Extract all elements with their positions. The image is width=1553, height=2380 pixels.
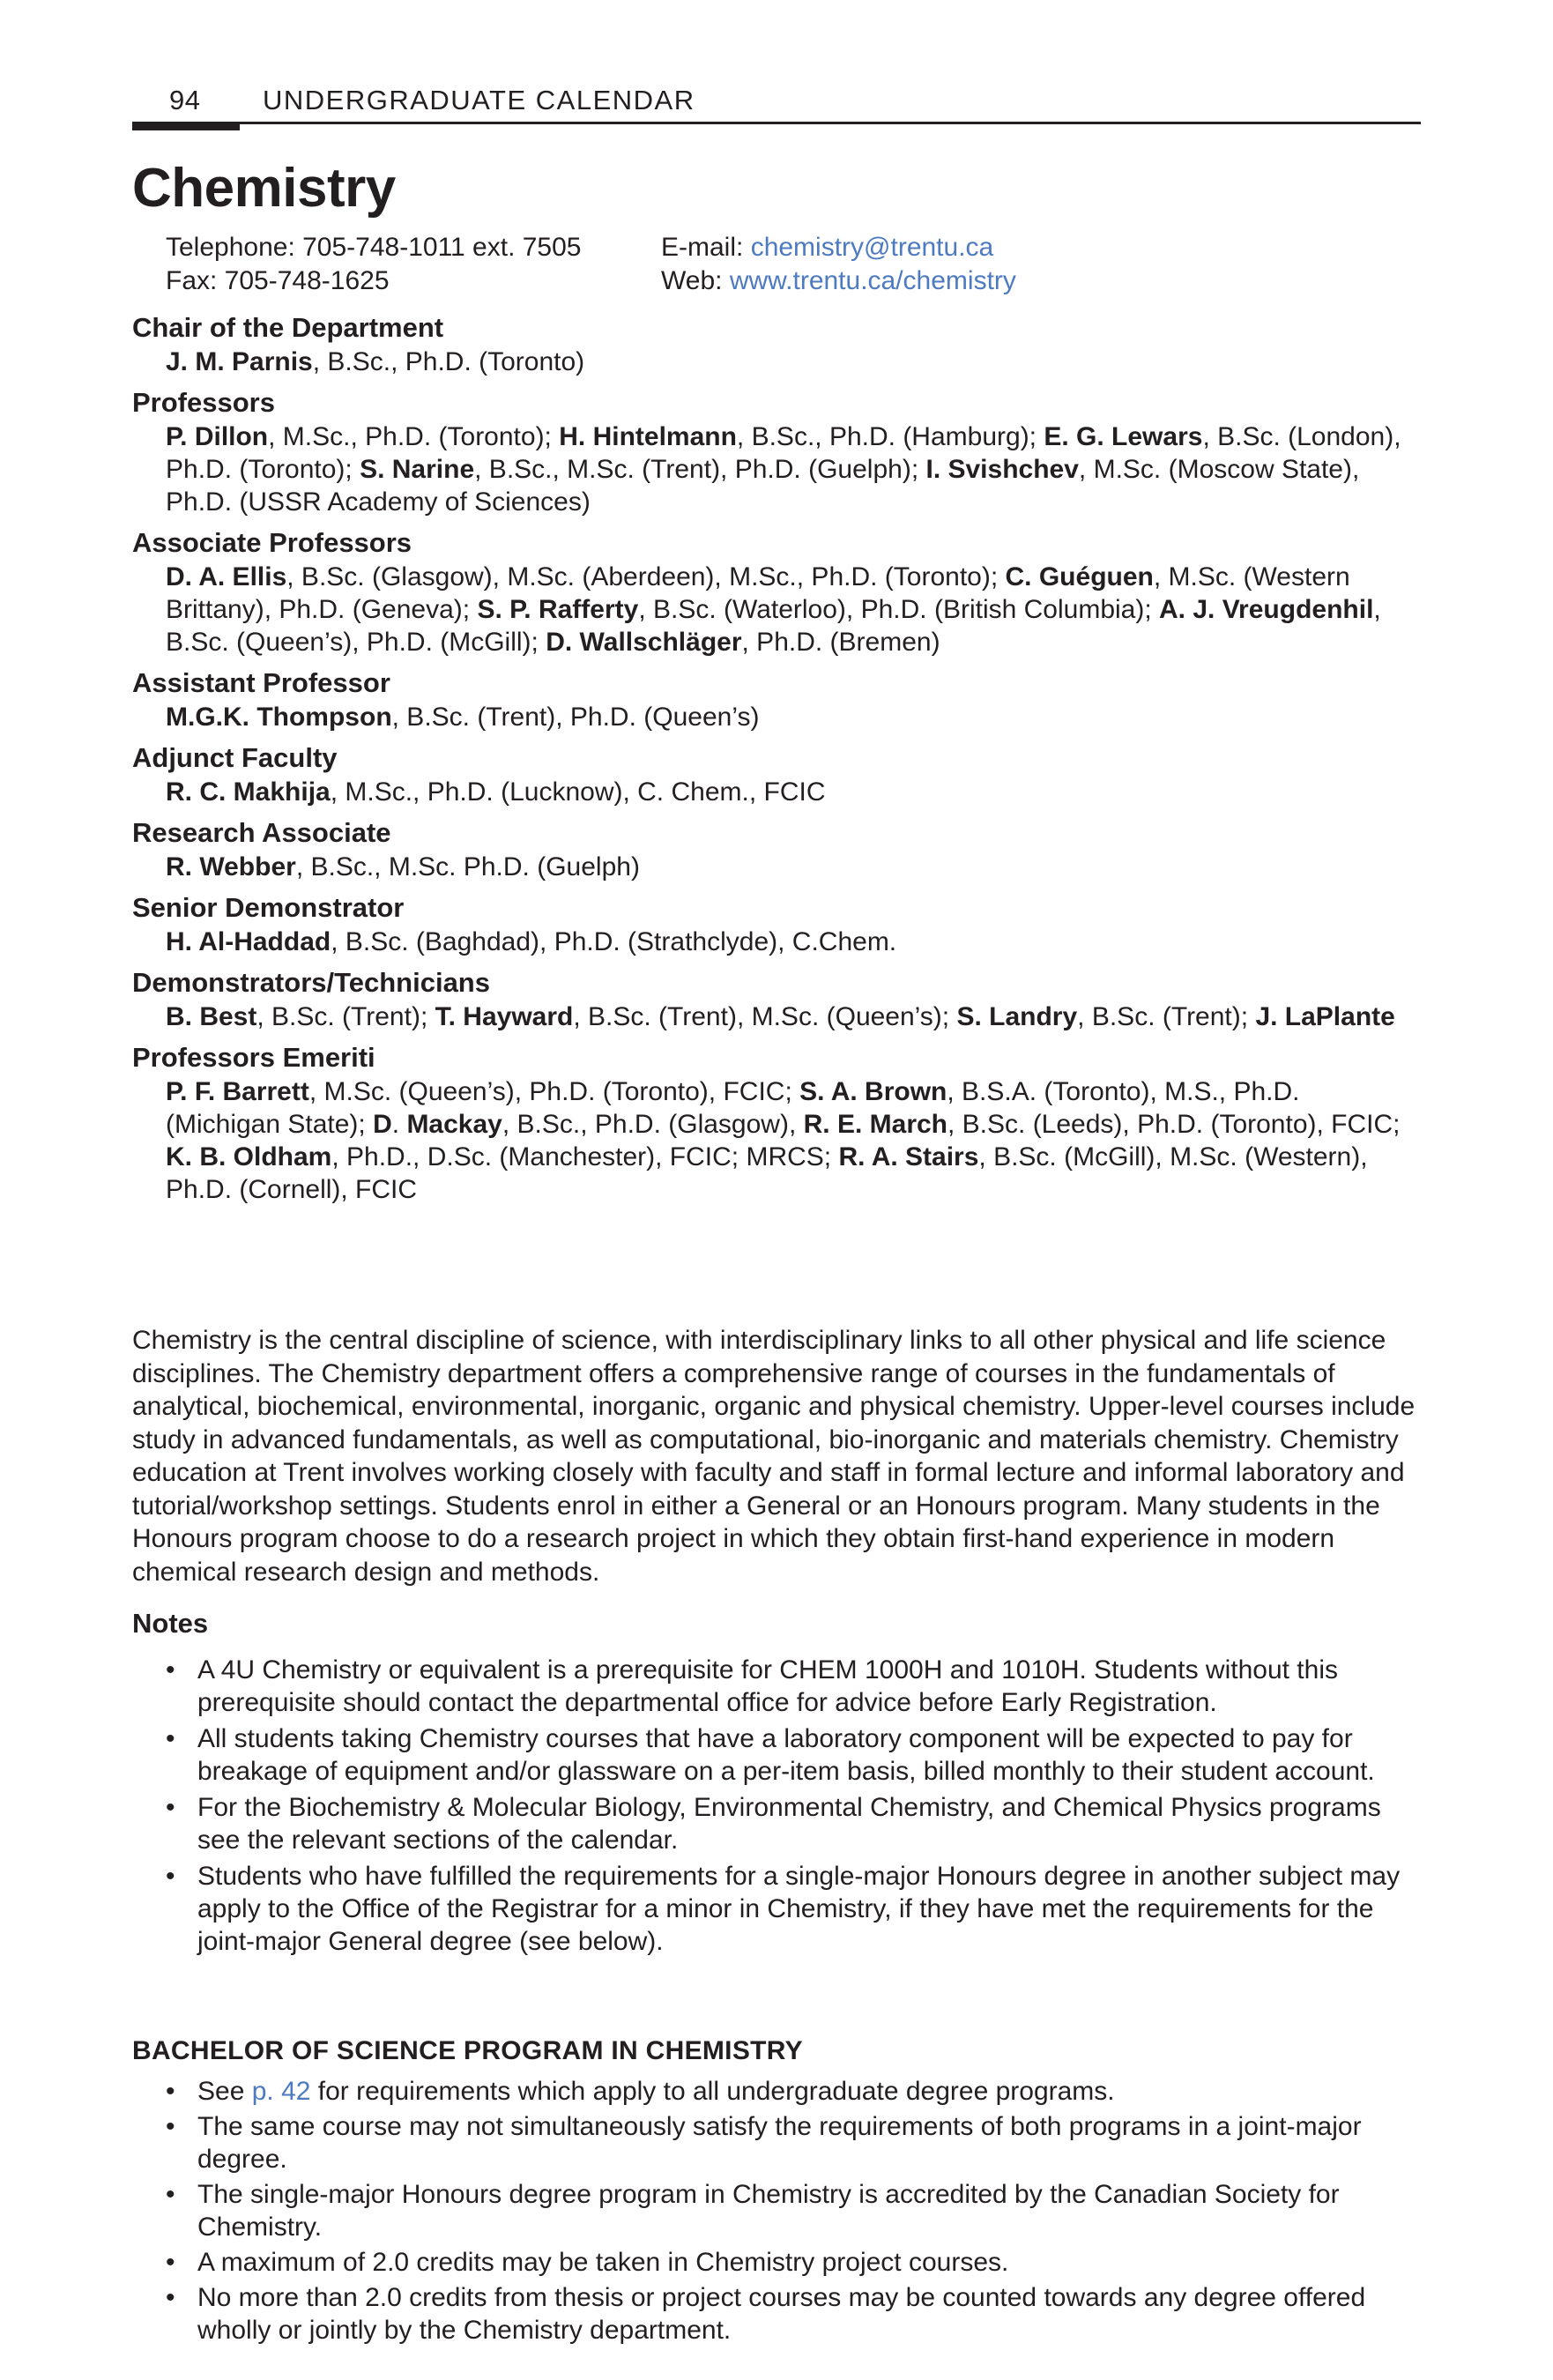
calendar-page <box>132 79 1421 2345</box>
fax: Fax: 705-748-1625 <box>166 266 390 295</box>
bullet-icon: • <box>166 2077 175 2106</box>
faculty-credentials: , B.Sc. (Trent); <box>1077 1002 1256 1031</box>
faculty-credentials: , B.Sc. (Leeds), Ph.D. (Toronto), FCIC; <box>947 1110 1401 1139</box>
faculty-group-heading: Professors Emeriti <box>132 1042 375 1073</box>
faculty-group <box>132 525 1421 658</box>
faculty-name: S. Narine <box>360 455 475 484</box>
faculty-name: R. C. Makhija <box>166 777 331 807</box>
faculty-credentials: , B.Sc., Ph.D. (Glasgow), <box>502 1110 804 1139</box>
faculty-credentials: , B.Sc. (Waterloo), Ph.D. (British Columbia); <box>638 595 1160 624</box>
faculty-name: Mackay <box>406 1110 502 1139</box>
faculty-group-members <box>132 561 1421 658</box>
faculty-credentials: , B.Sc. (London), Ph.D. (Toronto); <box>166 422 1401 484</box>
contact-info <box>166 231 1400 298</box>
faculty-group-heading: Research Associate <box>132 817 391 848</box>
faculty-name: K. B. Oldham <box>166 1142 332 1171</box>
item-text: The single-major Honours degree program in Chemistry is accredited by the Canadian Society for Chemistry. <box>197 2180 1340 2242</box>
faculty-group-heading: Adjunct Faculty <box>132 742 338 773</box>
list-item <box>132 2281 1421 2347</box>
list-item <box>132 2110 1421 2175</box>
faculty-group-members <box>132 1000 1421 1033</box>
faculty-name: S. A. Brown <box>799 1077 947 1106</box>
list-item <box>132 2178 1421 2243</box>
running-header <box>132 79 1421 122</box>
faculty-name: R. Webber <box>166 852 296 881</box>
item-text: For the Biochemistry & Molecular Biology, Environmental Chemistry, and Chemical Physics programs see the relevant sections of the calendar. <box>197 1793 1381 1855</box>
web-link[interactable]: www.trentu.ca/chemistry <box>729 266 1016 295</box>
telephone: Telephone: 705-748-1011 ext. 7505 <box>166 233 582 262</box>
page-number: 94 <box>169 85 201 115</box>
faculty-name: S. P. Rafferty <box>477 595 639 624</box>
faculty-name: B. Best <box>166 1002 257 1031</box>
faculty-group-members <box>132 701 1421 733</box>
bullet-icon: • <box>166 2283 175 2312</box>
faculty-name: H. Hintelmann <box>559 422 737 451</box>
faculty-name: H. Al-Haddad <box>166 927 331 956</box>
faculty-credentials: , B.Sc. (Glasgow), M.Sc. (Aberdeen), M.Sc., Ph.D. (Toronto); <box>286 562 1006 591</box>
notes-list <box>132 1654 1421 1958</box>
faculty-group <box>132 1040 1421 1206</box>
faculty-group-heading: Chair of the Department <box>132 312 444 343</box>
faculty-credentials: , M.Sc. (Western Brittany), Ph.D. (Geneva); <box>166 562 1350 624</box>
faculty-credentials: , B.Sc., M.Sc. Ph.D. (Guelph) <box>295 852 640 881</box>
faculty-name: P. F. Barrett <box>166 1077 309 1106</box>
bullet-icon: • <box>166 1793 175 1822</box>
bsc-section <box>132 2075 1421 2349</box>
faculty-credentials: , Ph.D. (Bremen) <box>741 628 940 657</box>
faculty-group-members <box>132 926 1421 958</box>
faculty-credentials: , B.Sc., Ph.D. (Toronto) <box>312 347 585 376</box>
faculty-group-members <box>132 346 1421 378</box>
faculty-name: C. Guéguen <box>1005 562 1154 591</box>
faculty-credentials: , B.Sc. (Queen’s), Ph.D. (McGill); <box>166 595 1381 657</box>
faculty-name: E. G. Lewars <box>1044 422 1203 451</box>
email-label: E-mail: <box>661 233 751 262</box>
faculty-group-members <box>132 420 1421 518</box>
faculty-name: I. Svishchev <box>925 455 1079 484</box>
faculty-group <box>132 965 1421 1033</box>
faculty-group-heading: Senior Demonstrator <box>132 892 405 923</box>
faculty-credentials: , Ph.D., D.Sc. (Manchester), FCIC; MRCS; <box>331 1142 839 1171</box>
running-title: UNDERGRADUATE CALENDAR <box>263 85 695 115</box>
faculty-name: J. LaPlante <box>1255 1002 1395 1031</box>
item-text: A 4U Chemistry or equivalent is a prerequisite for CHEM 1000H and 1010H. Students without this prerequisite should contact the departmental office for advice before Early Registration. <box>197 1655 1338 1717</box>
faculty-name: M.G.K. Thompson <box>166 703 392 732</box>
header-rule-accent <box>132 122 240 130</box>
web-line <box>661 264 1016 298</box>
department-title: Chemistry <box>132 158 396 219</box>
faculty-name: S. Landry <box>956 1002 1078 1031</box>
intro-paragraph: Chemistry is the central discipline of science, with interdisciplinary links to all other physical and life science disciplines. The Chemistry department offers a comprehensive range of courses in the fundamentals of analytical, biochemical, environmental, inorganic, organic and physical chemistry. Upper-level courses include study in advanced fundamentals, as well as computational, bio-inorganic and materials chemistry. Chemistry education at Trent involves working closely with faculty and staff in formal lecture and informal laboratory and tutorial/workshop settings. Students enrol in either a General or an Honours program. Many students in the Honours program choose to do a research project in which they obtain first-hand experience in modern chemical research design and methods. <box>132 1326 1416 1587</box>
notes-section <box>132 1654 1421 1961</box>
bullet-icon: • <box>166 1724 175 1753</box>
faculty-group <box>132 815 1421 883</box>
notes-heading: Notes <box>132 1608 209 1639</box>
faculty-credentials: , M.Sc. (Moscow State), Ph.D. (USSR Academy of Sciences) <box>166 455 1360 517</box>
bsc-list <box>132 2075 1421 2347</box>
list-item <box>132 1860 1421 1958</box>
faculty-name: A. J. Vreugdenhil <box>1159 595 1374 624</box>
list-item <box>132 1654 1421 1719</box>
faculty-name: R. A. Stairs <box>838 1142 979 1171</box>
faculty-credentials: , B.Sc. (Trent); <box>256 1002 435 1031</box>
faculty-credentials: , B.Sc., Ph.D. (Hamburg); <box>736 422 1044 451</box>
bullet-icon: • <box>166 2180 175 2209</box>
list-item <box>132 1791 1421 1856</box>
faculty-group-members <box>132 851 1421 883</box>
faculty-credentials: , B.Sc. (McGill), M.Sc. (Western), Ph.D. (Cornell), FCIC <box>166 1142 1368 1204</box>
faculty-credentials: , B.S.A. (Toronto), M.S., Ph.D. (Michigan State); <box>166 1077 1300 1139</box>
faculty-credentials: , B.Sc., M.Sc. (Trent), Ph.D. (Guelph); <box>474 455 926 484</box>
faculty-name: R. E. March <box>803 1110 947 1139</box>
email-link[interactable]: chemistry@trentu.ca <box>750 233 994 262</box>
faculty-group <box>132 740 1421 808</box>
faculty-credentials: , B.Sc. (Trent), M.Sc. (Queen’s); <box>573 1002 957 1031</box>
faculty-credentials: , B.Sc. (Trent), Ph.D. (Queen’s) <box>391 703 760 732</box>
faculty-group-heading: Assistant Professor <box>132 667 390 698</box>
item-text: The same course may not simultaneously satisfy the requirements of both programs in a joint-major degree. <box>197 2112 1362 2174</box>
faculty-list <box>132 310 1421 1213</box>
faculty-group-heading: Demonstrators/Technicians <box>132 967 490 998</box>
faculty-name: D <box>373 1110 392 1139</box>
email-line <box>661 231 993 264</box>
faculty-name: D. Wallschläger <box>546 628 742 657</box>
faculty-group <box>132 310 1421 378</box>
faculty-credentials: . <box>391 1110 407 1139</box>
bullet-icon: • <box>166 1862 175 1891</box>
faculty-group <box>132 890 1421 958</box>
bullet-icon: • <box>166 1655 175 1685</box>
list-item <box>132 2075 1421 2108</box>
item-text: for requirements which apply to all undergraduate degree programs. <box>310 2077 1115 2106</box>
faculty-group <box>132 385 1421 518</box>
faculty-name: P. Dillon <box>166 422 269 451</box>
faculty-group-members <box>132 1075 1421 1206</box>
faculty-name: T. Hayward <box>435 1002 574 1031</box>
bullet-icon: • <box>166 2112 175 2141</box>
header-rule <box>132 122 1421 124</box>
page-link[interactable]: p. 42 <box>251 2077 311 2106</box>
faculty-name: J. M. Parnis <box>166 347 313 376</box>
bsc-heading: BACHELOR OF SCIENCE PROGRAM IN CHEMISTRY <box>132 2036 803 2065</box>
web-label: Web: <box>661 266 730 295</box>
list-item <box>132 1722 1421 1788</box>
item-text: All students taking Chemistry courses that have a laboratory component will be expected to pay for breakage of equipment and/or glassware on a per-item basis, billed monthly to their student account. <box>197 1724 1375 1786</box>
faculty-group-heading: Associate Professors <box>132 527 412 558</box>
item-text: Students who have fulfilled the requirements for a single-major Honours degree in another subject may apply to the Office of the Registrar for a minor in Chemistry, if they have met the requirements for the joint-major General degree (see below). <box>197 1862 1401 1956</box>
list-item <box>132 2246 1421 2279</box>
faculty-credentials: , B.Sc. (Baghdad), Ph.D. (Strathclyde), C.Chem. <box>331 927 897 956</box>
item-text: A maximum of 2.0 credits may be taken in Chemistry project courses. <box>197 2248 1009 2277</box>
item-text: No more than 2.0 credits from thesis or project courses may be counted towards any degree offered wholly or jointly by the Chemistry department. <box>197 2283 1366 2345</box>
faculty-credentials: , M.Sc., Ph.D. (Toronto); <box>268 422 560 451</box>
faculty-group-members <box>132 776 1421 808</box>
faculty-credentials: , M.Sc. (Queen’s), Ph.D. (Toronto), FCIC; <box>308 1077 800 1106</box>
faculty-name: D. A. Ellis <box>166 562 287 591</box>
faculty-credentials: , M.Sc., Ph.D. (Lucknow), C. Chem., FCIC <box>330 777 826 807</box>
faculty-group <box>132 666 1421 733</box>
bullet-icon: • <box>166 2248 175 2277</box>
faculty-group-heading: Professors <box>132 387 275 418</box>
item-text: See <box>197 2077 252 2106</box>
